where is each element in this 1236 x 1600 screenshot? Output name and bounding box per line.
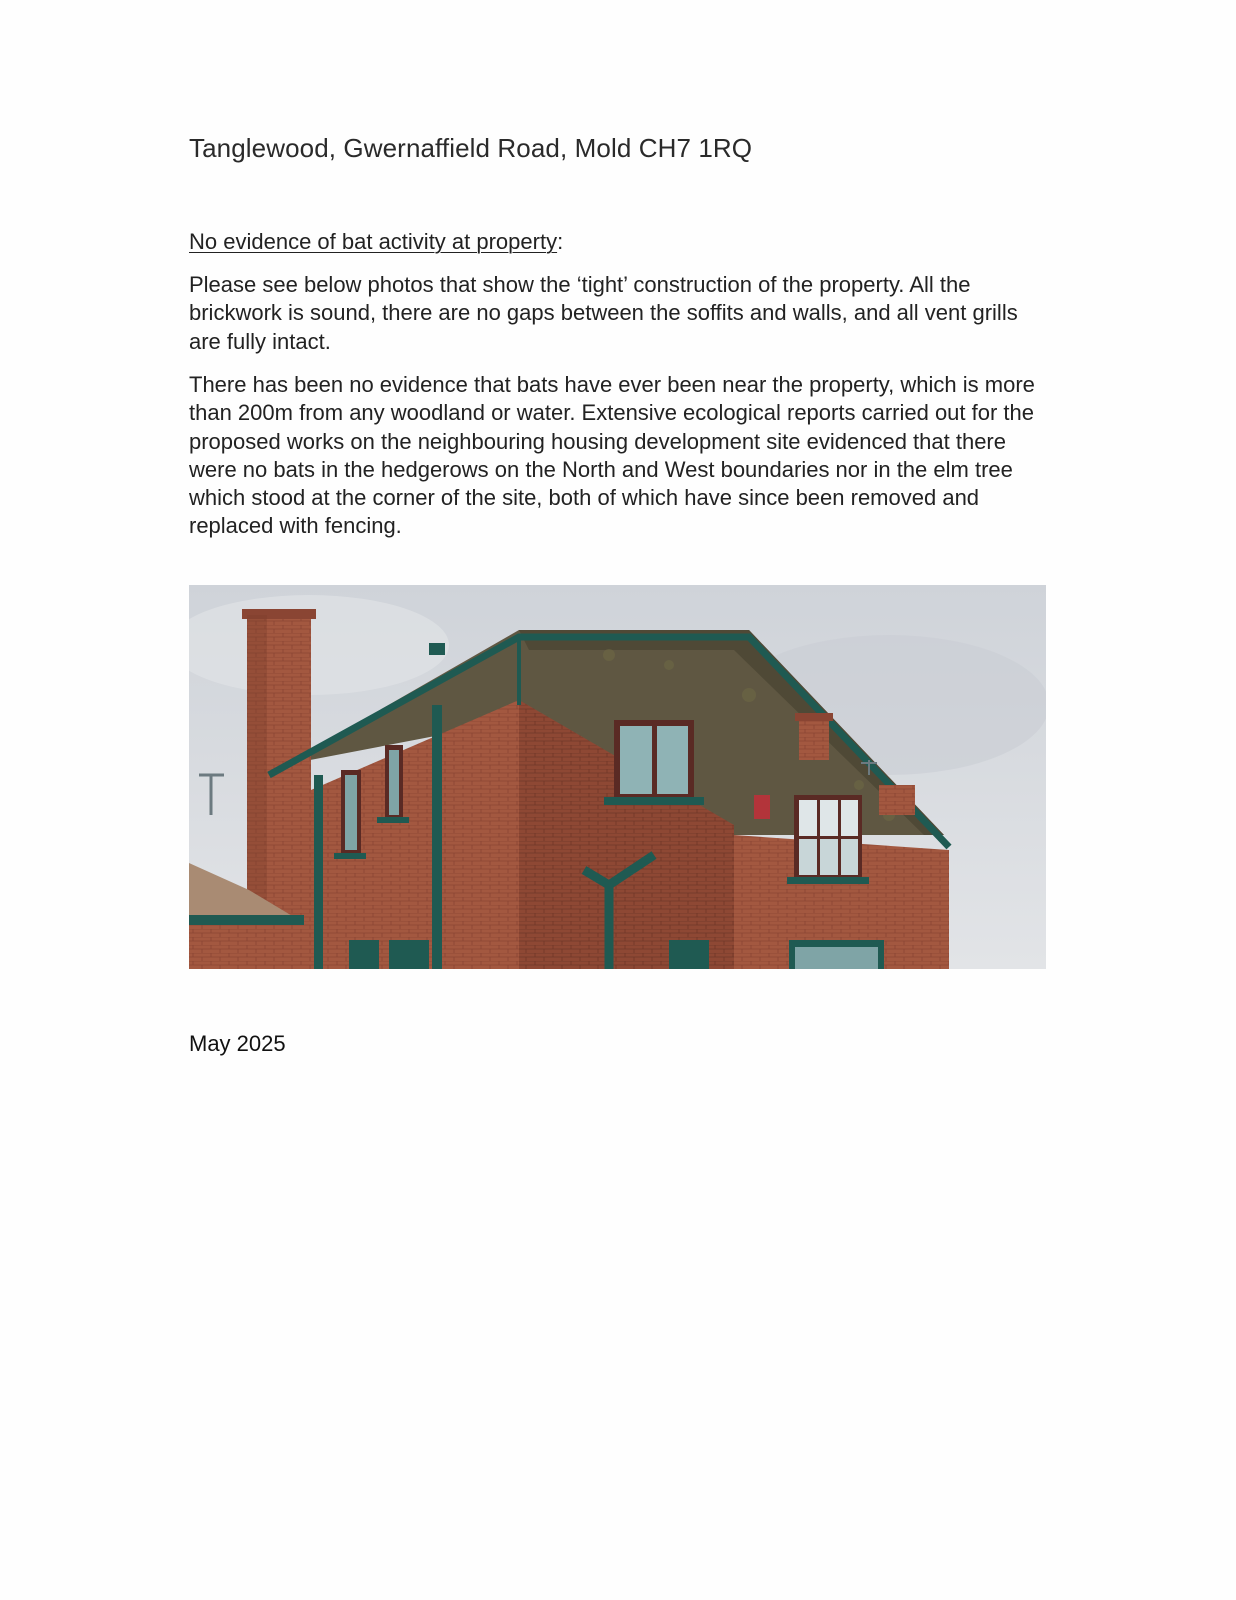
alarm-box (754, 795, 770, 819)
window-upper-2 (794, 795, 862, 880)
section-heading-colon: : (557, 229, 564, 254)
page-title: Tanglewood, Gwernaffield Road, Mold CH7 1RQ (189, 133, 753, 163)
window-front-small-2 (385, 745, 403, 820)
paragraph-construction: Please see below photos that show the ‘tight’ construction of the property. All the brickwork is sound, there are no gaps between the soffits and walls, and all vent grills are fully intact. (189, 272, 1018, 354)
paragraph-bat-evidence: There has been no evidence that bats have ever been near the property, which is more than 200m from any woodland or water. Extensive ecological reports carried out for the proposed works on the neighbouring housing development site evidenced that there were no bats in the hedgerows on the North and West boundaries nor in the elm tree which stood at the corner of the site, both of which have since been removed and replaced with fencing. (189, 372, 1035, 539)
window-front-small-1 (341, 770, 361, 855)
downpipe-left (314, 775, 323, 969)
house-illustration (189, 585, 1046, 969)
document-date: May 2025 (189, 1031, 286, 1056)
section-heading-text: No evidence of bat activity at property (189, 229, 558, 254)
house-photo (189, 585, 1046, 969)
downpipe-center (432, 705, 442, 969)
chimney-right (799, 720, 829, 760)
section-heading (189, 229, 563, 255)
window-upper-1 (614, 720, 694, 800)
